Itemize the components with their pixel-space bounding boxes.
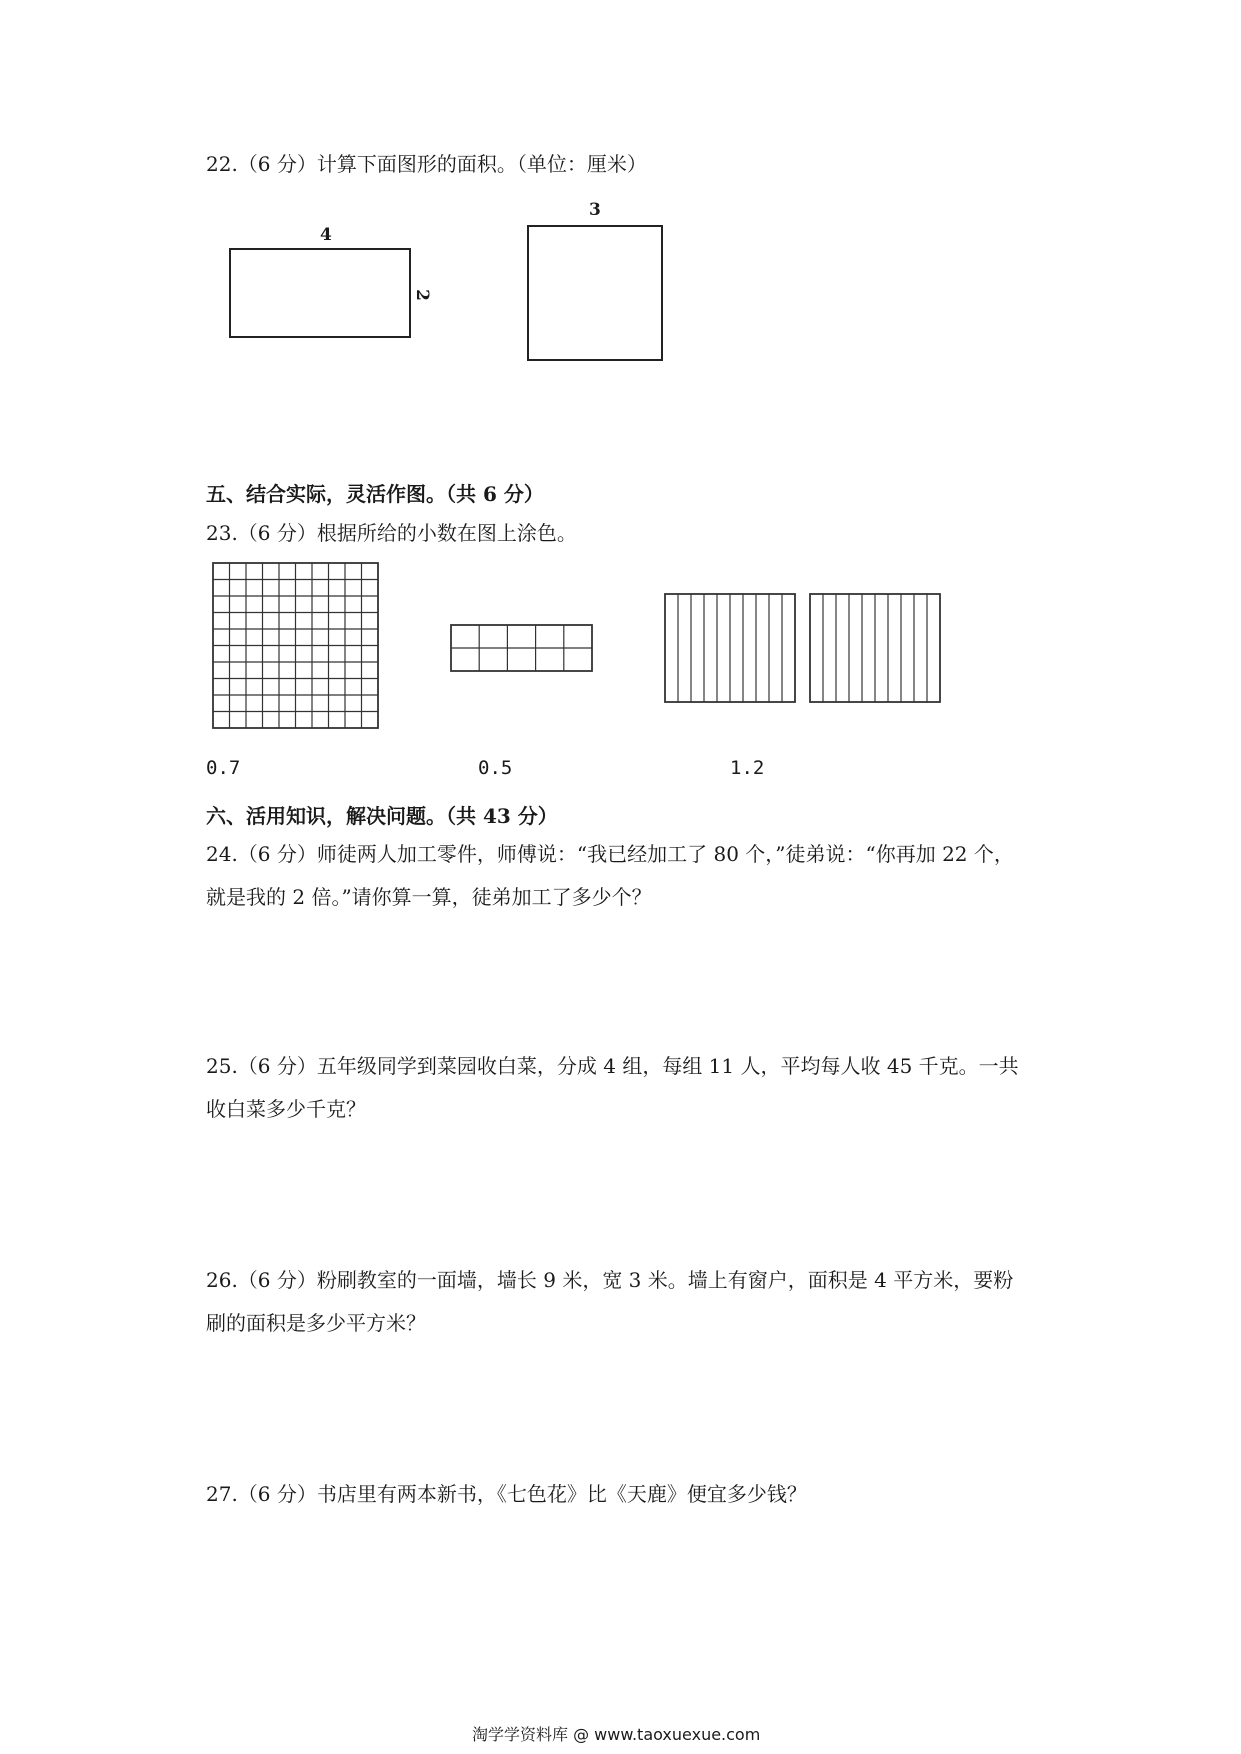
q26-line1: 26.（6 分）粉刷教室的一面墙，墙长 9 米，宽 3 米。墙上有窗户，面积是 4 平方米，要粉 [206,1268,1014,1292]
decimal-label-2: 0.5 [478,757,513,779]
ten-grid-figure [451,625,592,671]
q22-text: 22.（6 分）计算下面图形的面积。（单位：厘米） [206,152,647,176]
q26-line2: 刷的面积是多少平方米？ [206,1311,426,1335]
footer-watermark: 淘学学资料库 @ www.taoxuexue.com [472,1725,761,1744]
square-figure [527,225,663,361]
rect-width-label: 2 [411,289,432,301]
q25-line2: 收白菜多少千克？ [206,1097,366,1121]
q27-text: 27.（6 分）书店里有两本新书，《七色花》比《天鹿》便宜多少钱？ [206,1482,807,1506]
q23-text: 23.（6 分）根据所给的小数在图上涂色。 [206,521,577,545]
section6-heading: 六、活用知识，解决问题。（共 43 分） [206,804,558,828]
square-side-label: 3 [589,200,601,220]
q24-line2: 就是我的 2 倍。”请你算一算，徒弟加工了多少个？ [206,885,652,909]
strip-figure-1 [665,594,795,702]
q25-line1: 25.（6 分）五年级同学到菜园收白菜，分成 4 组，每组 11 人，平均每人收 45 千克。一共 [206,1054,1019,1078]
section5-heading: 五、结合实际，灵活作图。（共 6 分） [206,482,544,506]
decimal-label-1: 0.7 [206,757,241,779]
q24-line1: 24.（6 分）师徒两人加工零件，师傅说：“我已经加工了 80 个，”徒弟说：“你再加 22 个， [206,842,1014,866]
rect-length-label: 4 [320,225,332,245]
decimal-label-3: 1.2 [730,757,765,779]
hundred-grid-figure [213,563,378,728]
rectangle-figure [229,248,411,338]
strip-figure-2 [810,594,940,702]
